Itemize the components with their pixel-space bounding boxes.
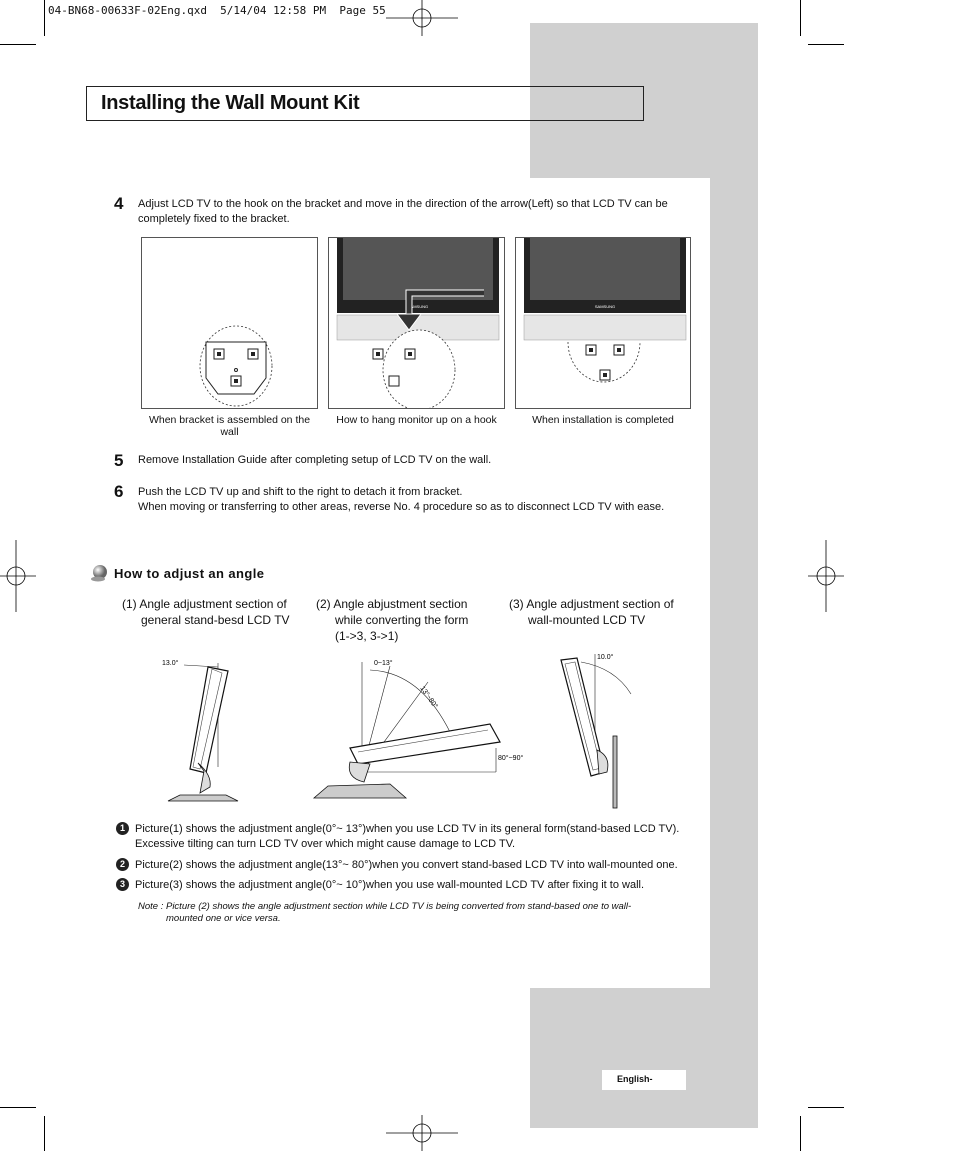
angle-diagram-stand: [160, 655, 250, 805]
step-text: Adjust LCD TV to the hook on the bracket and move in the direction of the arrow(Left) so that LCD TV can be completely fixed to the bracket.: [138, 198, 668, 225]
angle-label: 80°~90°: [498, 755, 524, 762]
figure-caption: When bracket is assembled on the wall: [148, 414, 311, 438]
angle-label: 10.0°: [597, 654, 614, 661]
step-number: 5: [114, 451, 124, 470]
figure-hang-on-hook: [328, 237, 505, 409]
globe-icon: [90, 563, 110, 583]
bullet-text: Picture(3) shows the adjustment angle(0°~ 10°)when you use wall-mounted LCD TV after fixing it to wall.: [135, 879, 645, 891]
angle-column-heading: (1) Angle adjustment section of general stand-besd LCD TV: [122, 597, 290, 627]
figure-installation-completed: [515, 237, 691, 409]
monitor-mounted-illustration: [516, 238, 691, 409]
bullet-text: Picture(1) shows the adjustment angle(0°~ 13°)when you use LCD TV in its general form(stand-based LCD TV).: [135, 823, 680, 835]
angle-diagram-convert: [310, 652, 530, 800]
bullet-marker: 2: [116, 858, 129, 871]
angle-column-heading: (3) Angle adjustment section of wall-mounted LCD TV: [509, 597, 674, 627]
bullet-marker: 3: [116, 878, 129, 891]
title-box: [86, 86, 644, 121]
footer-label: English-: [617, 1074, 653, 1084]
figure-caption: How to hang monitor up on a hook: [336, 414, 497, 426]
brand-logo: SAMSUNG: [407, 304, 429, 309]
step-number: 4: [114, 194, 124, 213]
page-footer: [602, 1070, 686, 1090]
step-number: 6: [114, 482, 124, 501]
section-heading: How to adjust an angle: [114, 566, 265, 581]
note: Note : Picture (2) shows the angle adjustment section while LCD TV is being converted from stand-based one to wall- mounted one or vice versa.: [138, 901, 632, 924]
brand-logo: SAMSUNG: [594, 304, 616, 309]
figure-bracket-on-wall: [141, 237, 318, 409]
bullet-text: Excessive tilting can turn LCD TV over which might cause damage to LCD TV.: [135, 838, 516, 850]
side-band-bottom: [530, 988, 758, 1128]
angle-column-heading: (2) Angle abjustment section while converting the form (1->3, 3->1): [316, 597, 469, 643]
monitor-hook-illustration: [329, 238, 505, 409]
side-band-middle: [710, 178, 758, 988]
step-text-line2: When moving or transferring to other areas, reverse No. 4 procedure so as to disconnect LCD TV with ease.: [138, 501, 665, 513]
print-header: 04-BN68-00633F-02Eng.qxd 5/14/04 12:58 PM Page 55: [48, 4, 386, 17]
angle-diagram-wall: [555, 650, 645, 810]
step-text: Remove Installation Guide after completing setup of LCD TV on the wall.: [138, 454, 492, 466]
bracket-illustration: [142, 238, 318, 409]
bullet-marker: 1: [116, 822, 129, 835]
angle-label: 13°~80°: [418, 685, 439, 710]
angle-label: 13.0°: [162, 660, 179, 667]
figure-caption: When installation is completed: [532, 414, 674, 426]
page-title: Installing the Wall Mount Kit: [101, 92, 360, 114]
step-text-line1: Push the LCD TV up and shift to the right to detach it from bracket.: [138, 486, 463, 498]
angle-label: 0~13°: [374, 660, 393, 667]
bullet-text: Picture(2) shows the adjustment angle(13°~ 80°)when you convert stand-based LCD TV into wall-mounted one.: [135, 859, 678, 871]
